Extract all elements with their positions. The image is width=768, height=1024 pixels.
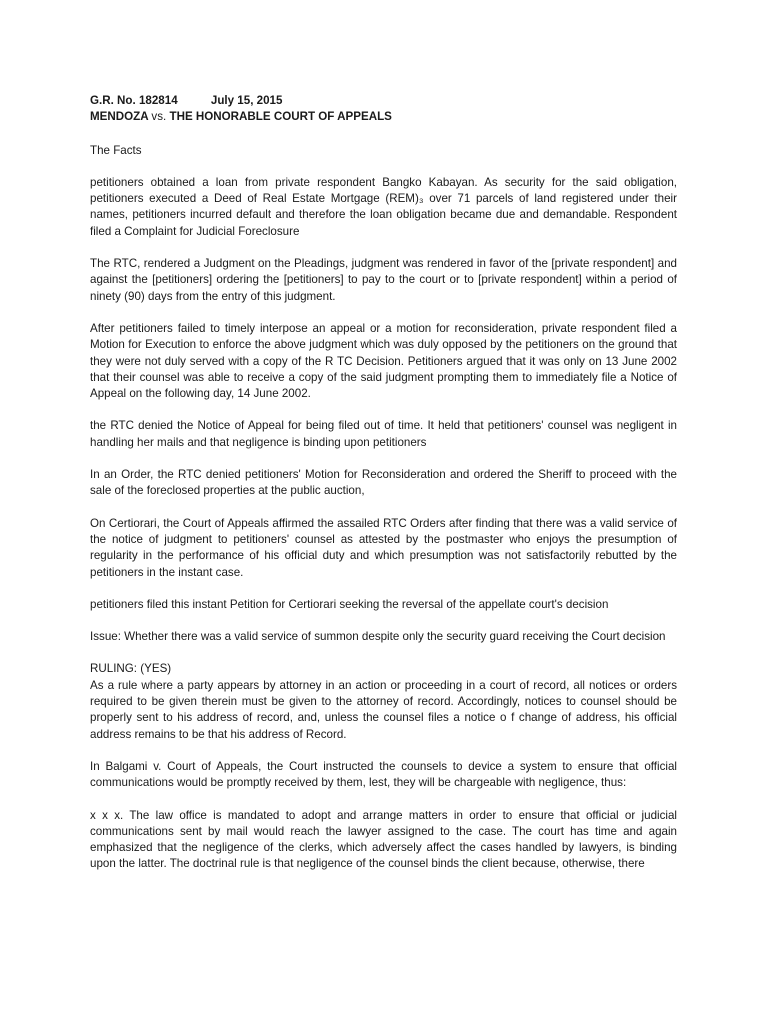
case-number-line <box>90 93 677 109</box>
case-title <box>90 109 677 125</box>
facts-heading: The Facts <box>90 143 142 157</box>
facts-paragraph-1: petitioners obtained a loan from private respondent Bangko Kabayan. As security for the said obligation, petitioners executed a Deed of Real Estate Mortgage (REM)₃ over 71 parcels of land registered under their names, petitioners incurred default and therefore the loan obligation became due and demandable. Respondent filed a Complaint for Judicial Foreclosure <box>90 175 677 238</box>
issue-paragraph: Issue: Whether there was a valid service of summon despite only the security guard receiving the Court decision <box>90 630 666 644</box>
party-1: MENDOZA <box>90 110 149 124</box>
document-page <box>90 93 677 889</box>
facts-paragraph-3: After petitioners failed to timely interpose an appeal or a motion for reconsideration, private respondent filed a Motion for Execution to enforce the above judgment which was duly opposed by the petitioners on the ground that they were not duly served with a copy of the R TC Decision. Petitioners argued that it was only on 13 June 2002 that their counsel was able to receive a copy of the said judgment prompting them to immediately file a Notice of Appeal on the following day, 14 June 2002. <box>90 321 677 401</box>
decision-date: July 15, 2015 <box>210 94 283 107</box>
balgami-paragraph: In Balgami v. Court of Appeals, the Court instructed the counsels to device a system to ensure that official communications would be promptly received by them, lest, they will be chargeable with negligence, thus: <box>90 759 677 790</box>
facts-paragraph-7: petitioners filed this instant Petition for Certiorari seeking the reversal of the appellate court's decision <box>90 597 609 611</box>
facts-paragraph-6: On Certiorari, the Court of Appeals affirmed the assailed RTC Orders after finding that there was a valid service of the notice of judgment to petitioners' counsel as attested by the postmaster who enjoys the presumption of regularity in the performance of his official duty and which presumption was not satisfactorily rebutted by the petitioners in the instant case. <box>90 516 677 579</box>
facts-paragraph-2: The RTC, rendered a Judgment on the Pleadings, judgment was rendered in favor of the [private respondent] and against the [petitioners] ordering the [petitioners] to pay to the court or to [private respondent] within a period of ninety (90) days from the entry of this judgment. <box>90 257 677 303</box>
ruling-heading: RULING: (YES) <box>90 662 172 676</box>
party-2: THE HONORABLE COURT OF APPEALS <box>169 110 392 124</box>
quoted-paragraph: x x x. The law office is mandated to adopt and arrange matters in order to ensure that official or judicial communications sent by mail would reach the lawyer assigned to the case. The court has time and again emphasized that the negligence of the clerks, which adversely affect the cases handled by lawyers, is binding upon the latter. The doctrinal rule is that negligence of the counsel binds the client because, otherwise, there <box>90 808 677 871</box>
versus: vs. <box>151 110 167 124</box>
facts-paragraph-4: the RTC denied the Notice of Appeal for being filed out of time. It held that petitioners' counsel was negligent in handling her mails and that negligence is binding upon petitioners <box>90 419 677 449</box>
ruling-paragraph: As a rule where a party appears by attorney in an action or proceeding in a court of record, all notices or orders required to be given therein must be given to the attorney of record. Accordingly, notices to counsel should be properly sent to his address of record, and, unless the counsel files a notice o f change of address, his official address remains to be that his address of Record. <box>90 678 677 741</box>
gr-number: G.R. No. 182814 <box>90 94 178 107</box>
facts-paragraph-5: In an Order, the RTC denied petitioners' Motion for Reconsideration and ordered the Sheriff to proceed with the sale of the foreclosed properties at the public auction, <box>90 468 677 498</box>
